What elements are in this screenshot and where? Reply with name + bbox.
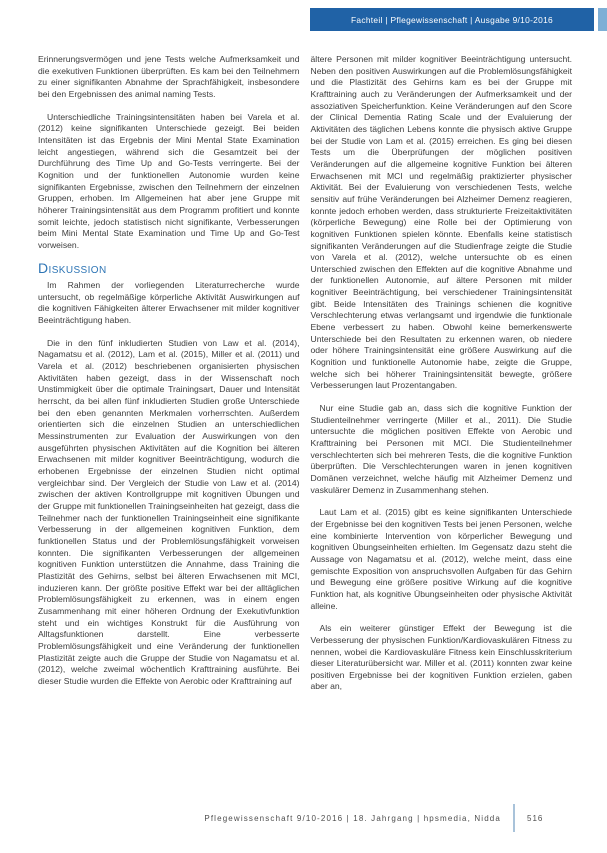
header-title: Fachteil | Pflegewissenschaft | Ausgabe 9/10-2016 <box>350 14 554 25</box>
section-heading-diskussion: Diskussion <box>38 259 107 276</box>
paragraph: Erinnerungsvermögen und jene Tests welche Aufmerksamkeit und die exekutiven Funktionen überprüften. Es kam bei den Teilnehmern zu einer signifikanten Abnahme der Sprachfähigkeit, insbesondere bei den Ergebnissen des animal naming Tests. <box>38 54 300 99</box>
page-footer <box>38 804 572 832</box>
article-body <box>38 54 572 704</box>
paragraph: Nur eine Studie gab an, dass sich die kognitive Funktion der Studienteilnehmer verringerte (Miller et al., 2011). Die Studie untersuchte die möglichen positiven Effekte von Aerobic und Krafttraining bei Personen mit MCI. Die Studienteilnehmer verschlechterten sich bei mehreren Tests, die die kognitive Funktion überprüften. Die Verschlechterungen waren in jenen kognitiven Domänen verzeichnet, welche häufig mit Alzheimer Demenz und vaskulärer Demenz in Zusammenhang stehen. <box>310 403 572 495</box>
paragraph: Unterschiedliche Trainingsintensitäten haben bei Varela et al. (2012) keine signifikanten Unterschiede gezeigt. Bei beiden Intensitäten ist das Ergebnis der Mini Mental State Examination leicht angestiegen, während sich die Gesamtzeit bei der Durchführung des Time Up and Go-Tests verringerte. Bei der Kognition und der funktionellen Autonomie wurden keine signifikanten Ergebnisse, zwischen den Teilnehmern der einzelnen Gruppen, erhoben. Im Allgemeinen hat aber jene Gruppe mit höherer Trainingsintensität aus dem Programm profitiert und konnte somit leichte, jedoch statistisch nicht signifikante, Verbesserungen beim Mini Mental State Examination und Time Up and Go-Test vorweisen. <box>38 111 300 250</box>
page-number: 516 <box>527 813 544 823</box>
header-bar <box>310 8 594 31</box>
paragraph: ältere Personen mit milder kognitiver Beeinträchtigung untersucht. Neben den positiven Auswirkungen auf die Problemlösungsfähigkeit und die Plastizität des Gehirns kam es bei der Gruppe mit Krafttraining auch zu Veränderungen der Aufmerksamkeit und der assoziativen Speicherfunktion. Keine Veränderungen auf den Score der Clinical Dementia Rating Scale und der Evaluierung der Aktivitäten des täglichen Lebens konnte die physisch aktive Gruppe bei der Studie von Lam et al. (2015) erreichen. Es ging bei diesen Tests um die Überprüfungen der möglichen positiven Veränderungen auf die allgemeine kognitive Funktion bei älteren Erwachsenen mit MCI und regelmäßig praktizierter physischer Aktivität. Bei der Evaluierung von verschiedenen Tests, welche sensitiv auf frühe Veränderungen bei Alzheimer Demenz reagieren, konnte jedoch erhoben werden, dass strukturierte Freizeitaktivitäten (körperliche Bewegung) eine Rolle bei der Optimierung von kognitiven Funktionen spielen könnte. Ebenfalls keine statistisch signifikanten Veränderungen auf die Studienfrage zeigte die Studie von Varela et al. (2012), welche untersuchte ob es einen Unterschied zwischen den Effekten auf die kognitive Abnahme und der funktionellen Autonomie, auf ältere Personen mit milder kognitiver Beeinträchtigung, bei verschiedener Trainingsintensität gibt. Beide Intensitäten des Trainings schienen die kognitive Verschlechterung etwas verlangsamt und irgendwie die funktionale Ebene verbessert zu haben. Obwohl keine bemerkenswerte Unterschiede bei den Resultaten zu erkennen waren, ob niedere oder höhere Trainingsintensität eine größere Auswirkung auf die Kognition und funktionelle Autonomie habe, zeigte die Gruppe, welche sich bei höherer Trainingsintensität bewegte, größere Verbesserungen laut Prozentangaben. <box>310 54 572 391</box>
paragraph: Die in den fünf inkludierten Studien von Law et al. (2014), Nagamatsu et al. (2012), Lam et al. (2015), Miller et al. (2011) und Varela et al. (2012) beschriebenen organisierten physischen Aktivitäten haben gezeigt, dass in der Wissenschaft noch Unstimmigkeit über die optimale Trainingsart, Dauer und Intensität herrscht, da bei allen fünf inkludierten Studien große Unterschiede bei den eben genannten Merkmalen vorherrschten. Außerdem orientierten sich die einzelnen Studien an unterschiedlichen Messinstrumenten zur Evaluation der Auswirkungen von den ausgeführten physischen Aktivitäten auf die Kognition bei älteren Erwachsenen mit milder kognitiver Beeinträchtigung, wodurch die erhobenen Ergebnisse der einzelnen Studien nicht optimal vergleichbar sind. Der Vergleich der Studie von Law et al. (2014) zwischen der aktiven Kontrollgruppe mit kognitiven Übungen und der Gruppe mit funktionellen Trainingseinheiten hat gezeigt, dass die Teilnehmer nach der funktionellen Trainingseinheit eine signifikante Verbesserung in der allgemeinen kognitiven Funktion, dem funktionellen Status und der Problemlösungsfähigkeit vorweisen konnten. Die signifikanten Verbesserungen der allgemeinen kognitiven Funktion unterstützen die Annahme, dass Training die Plastizität des Gehirns, selbst bei älteren Erwachsenen mit MCI, induzieren kann. Der größte positive Effekt war bei der alltäglichen Problemlösungsfähigkeit zu erkennen, was in einem engen Zusammenhang mit einer höheren Ordnung der Exekutivfunktion steht und ein wichtiges Konstrukt für die Ausführung von Alltagsfunktionen darstellt. Eine verbesserte Problemlösungsfähigkeit und eine Veränderung der funktionellen Plastizität zeigte auch die Gruppe der Studie von Nagamatsu et al. (2012), welche zweimal wöchentlich Krafttraining ausführte. Bei dieser Studie wurden die Effekte von Aerobic oder Krafttraining auf <box>38 337 300 686</box>
paragraph: Laut Lam et al. (2015) gibt es keine signifikanten Unterschiede der Ergebnisse bei den kognitiven Tests bei jenen Personen, welche eine kombinierte Intervention von körperlicher Bewegung und kognitiven Übungseinheiten erhielten. Im Gegensatz dazu steht die Aussage von Nagamatsu et al. (2012), welche meint, dass eine gemischte Exposition von anspruchsvollen Aufgaben für das Gehirn und Bewegung eine größere positive Wirkung auf die kognitive Funktion hat, als kognitive Übungseinheiten oder physische Aktivität alleine. <box>310 507 572 611</box>
left-column <box>38 54 300 704</box>
footer-divider <box>513 804 515 832</box>
footer-journal-info: Pflegewissenschaft 9/10-2016 | 18. Jahrgang | hpsmedia, Nidda <box>204 813 501 823</box>
paragraph: Im Rahmen der vorliegenden Literaturrecherche wurde untersucht, ob regelmäßige körperliche Aktivität Auswirkungen auf die kognitiven Fähigkeiten älterer Erwachsener mit milder kognitiver Beeinträchtigung haben. <box>38 280 300 326</box>
right-column <box>311 54 573 704</box>
paragraph: Als ein weiterer günstiger Effekt der Bewegung ist die Verbesserung der physischen Funktion/Kardiovaskulären Fitness zu nennen, wobei die Kardiovaskuläre Fitness kein Einschlusskriterium dieser Literaturübersicht war. Miller et al. (2011) konnten zwar keine positiven Ergebnisse bei der kognitiven Funktion erzielen, gaben aber an, <box>310 623 572 692</box>
header-accent-bar <box>598 8 607 31</box>
